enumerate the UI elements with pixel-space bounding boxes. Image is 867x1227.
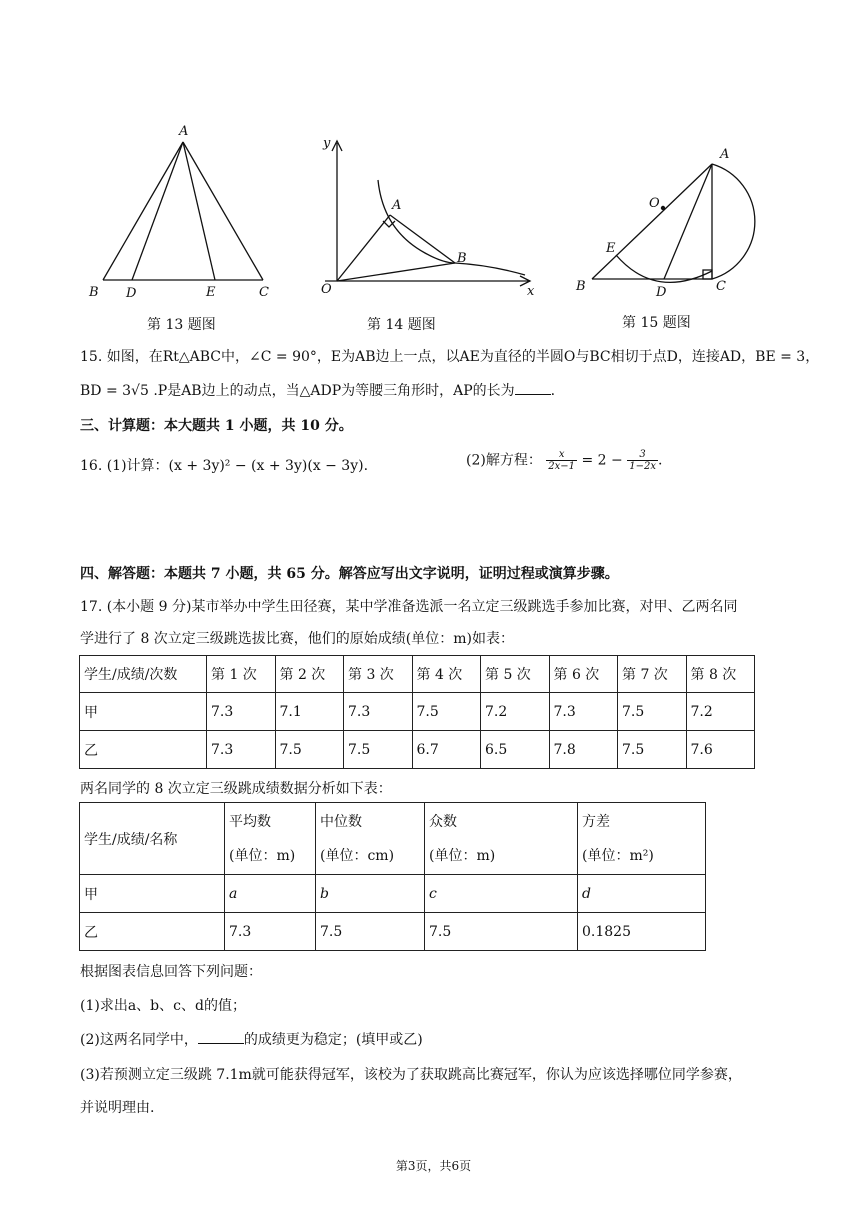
q17-line2: 学进行了 8 次立定三级跳选拔比赛，他们的原始成绩(单位：m)如表： [80,631,515,647]
table-cell: 7.2 [686,693,755,731]
table-cell: 平均数 (单位：m) [225,803,316,875]
table-cell: 第 1 次 [207,656,276,693]
table-cell: d [578,875,706,913]
label-E: E [206,285,216,300]
analysis-table [79,802,706,951]
table-cell: 7.5 [275,731,344,769]
table-cell: 7.3 [207,693,276,731]
section3-heading: 三、计算题：本大题共 1 小题，共 10 分。 [80,418,353,434]
table-cell: 7.5 [425,913,578,951]
table-cell: 中位数 (单位：cm) [316,803,425,875]
table-row [80,913,706,951]
table-header-row [80,803,706,875]
q17-part1: (1)求出a、b、c、d的值； [80,998,246,1014]
table-cell: 7.1 [275,693,344,731]
label-x: x [527,284,535,299]
table-cell: 7.5 [412,693,481,731]
table-cell: b [316,875,425,913]
q17-intro: 根据图表信息回答下列问题： [80,964,262,980]
table-cell: 乙 [80,731,207,769]
label-B: B [457,251,467,266]
fig14-caption: 第 14 题图 [367,317,436,333]
q17-line1: 17. (本小题 9 分)某市举办中学生田径赛，某中学准备选派一名立定三级跳选手参加比赛，对甲、乙两名同 [80,599,738,615]
table-cell: 第 2 次 [275,656,344,693]
table-row [80,731,755,769]
figure-15 [570,140,750,305]
table-cell: 7.5 [618,731,687,769]
table-cell: 第 3 次 [344,656,413,693]
label-C: C [259,285,269,300]
table-cell: 第 5 次 [481,656,550,693]
table-header-row [80,656,755,693]
figure-13 [85,122,285,302]
table-cell: 第 7 次 [618,656,687,693]
table-cell: 第 6 次 [549,656,618,693]
label-A: A [179,124,189,139]
table-cell: 学生/成绩/次数 [80,656,207,693]
table-cell: 7.6 [686,731,755,769]
q15-end: . [550,383,556,399]
answer-blank [198,1031,244,1044]
label-O: O [321,282,332,297]
label-B: B [89,285,99,300]
label-O: O [649,196,660,211]
scores-table [79,655,755,769]
table-cell: 7.3 [344,693,413,731]
q15-line1: 15. 如图，在Rt△ABC中，∠C = 90°，E为AB边上一点，以AE为直径的半圆O与BC相切于点D，连接AD，BE = 3， [80,349,820,365]
table-cell: 学生/成绩/名称 [80,803,225,875]
table-cell: 7.5 [618,693,687,731]
fig15-caption: 第 15 题图 [622,315,691,331]
label-A: A [720,147,730,162]
table-cell: 7.3 [207,731,276,769]
label-D: D [656,285,667,300]
table-row [80,875,706,913]
equation-mid: = 2 − [577,452,628,469]
q17-part2-end: 的成绩更为稳定；(填甲或乙) [243,1032,423,1048]
section4-heading: 四、解答题：本题共 7 小题，共 65 分。解答应写出文字说明，证明过程或演算步骤。 [80,566,619,582]
table-cell: 甲 [80,693,207,731]
q15-text: BD = 3√5 .P是AB边上的动点，当△ADP为等腰三角形时，AP的长为 [80,383,515,399]
table-cell: 6.5 [481,731,550,769]
table-cell: 0.1825 [578,913,706,951]
q15-line2 [80,380,555,400]
table-cell: 第 4 次 [412,656,481,693]
table-cell: 7.3 [549,693,618,731]
fig13-caption: 第 13 题图 [147,317,216,333]
label-y: y [323,136,331,151]
q16-part2 [466,449,662,472]
q16-part2-label: (2)解方程： [466,452,542,469]
q17-part3-line2: 并说明理由. [80,1100,155,1116]
table-cell: 7.2 [481,693,550,731]
label-B: B [576,279,586,294]
table2-intro: 两名同学的 8 次立定三级跳成绩数据分析如下表： [80,781,392,797]
label-E: E [606,241,616,256]
answer-blank [515,382,551,395]
table-cell: a [225,875,316,913]
table-cell: 6.7 [412,731,481,769]
table-cell: 7.8 [549,731,618,769]
q16-part1: 16. (1)计算：(x + 3y)² − (x + 3y)(x − 3y). [80,458,369,474]
equation-end: . [657,452,663,469]
table-cell: 乙 [80,913,225,951]
table-cell: 7.5 [344,731,413,769]
q17-part2 [80,1029,423,1049]
fraction-2: $\frac{3}{1-2x}$ [629,449,656,472]
table-cell: 7.5 [316,913,425,951]
q17-part3-line1: (3)若预测立定三级跳 7.1m就可能获得冠军，该校为了获取跳高比赛冠军，你认为应该选择哪位同学参赛， [80,1067,742,1083]
fraction-1: $\frac{x}{2x-1}$ [548,449,576,472]
label-D: D [126,286,137,301]
table-cell: 众数 (单位：m) [425,803,578,875]
table-cell: 第 8 次 [686,656,755,693]
table-cell: 甲 [80,875,225,913]
q17-part2-text: (2)这两名同学中， [80,1032,198,1048]
table-cell: 方差 (单位：m²) [578,803,706,875]
figure-14 [315,135,545,305]
label-C: C [716,279,726,294]
label-A: A [392,198,402,213]
table-cell: c [425,875,578,913]
table-cell: 7.3 [225,913,316,951]
table-row [80,693,755,731]
page-footer: 第3页，共6页 [395,1159,472,1173]
